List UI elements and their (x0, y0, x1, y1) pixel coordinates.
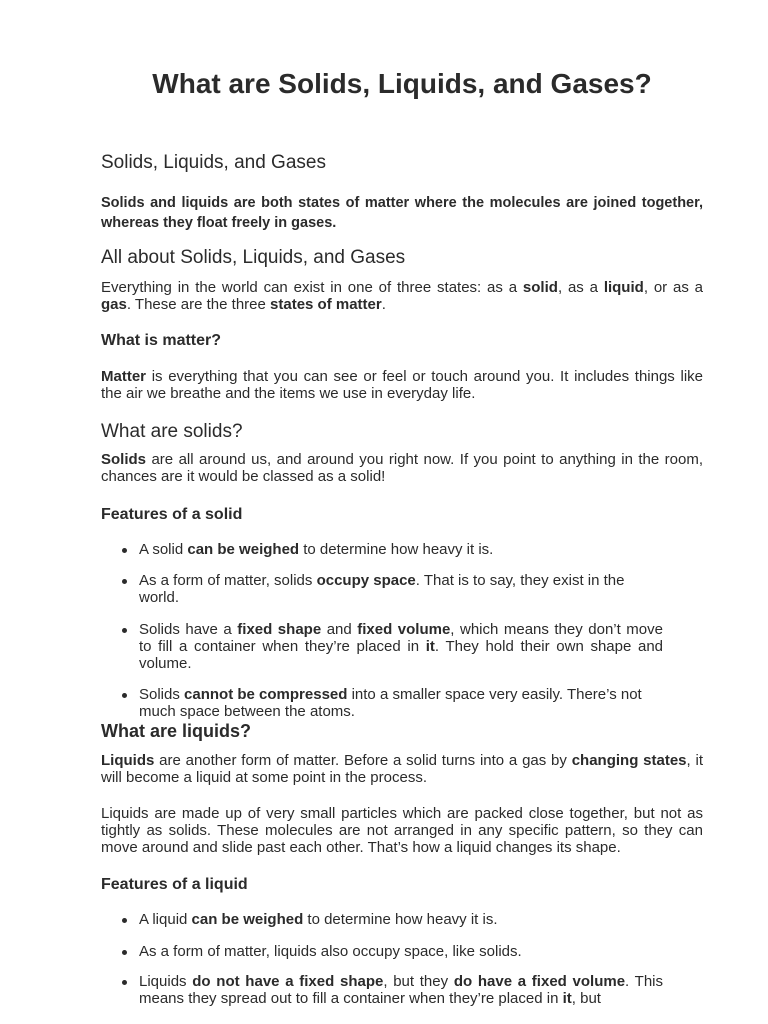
heading-what-is-matter: What is matter? (101, 332, 222, 349)
list-item: A liquid can be weighed to determine how heavy it is. (101, 911, 663, 928)
matter-paragraph: Matter is everything that you can see or feel or touch around you. It includes things like the air we breathe and the items we use in everyday life. (101, 368, 703, 402)
liquids-paragraph: Liquids are another form of matter. Before a solid turns into a gas by changing states, it will become a liquid at some point in the process. (101, 752, 703, 786)
heading-features-of-solid: Features of a solid (101, 506, 243, 523)
list-item: As a form of matter, liquids also occupy space, like solids. (101, 943, 663, 960)
section-heading-all-about: All about Solids, Liquids, and Gases (101, 247, 406, 268)
list-item: Solids cannot be compressed into a smaller space very easily. There’s not much space between the atoms. (101, 686, 663, 720)
list-item: As a form of matter, solids occupy space. That is to say, they exist in the world. (101, 572, 639, 606)
solids-paragraph: Solids are all around us, and around you right now. If you point to anything in the room, chances are it would be classed as a solid! (101, 451, 703, 485)
intro-paragraph: Solids and liquids are both states of matter where the molecules are joined together, whereas they float freely in gases. (101, 195, 703, 231)
page-title: What are Solids, Liquids, and Gases? (152, 68, 652, 99)
liquids-particles-paragraph: Liquids are made up of very small particles which are packed close together, but not as tightly as solids. These molecules are not arranged in any specific pattern, so they can move around and slide past each other. That’s how a liquid changes its shape. (101, 805, 703, 856)
section-heading-solids-liquids-gases: Solids, Liquids, and Gases (101, 152, 326, 173)
heading-what-are-liquids: What are liquids? (101, 721, 252, 741)
list-item: A solid can be weighed to determine how heavy it is. (101, 541, 701, 558)
list-item: Solids have a fixed shape and fixed volume, which means they don’t move to fill a container when they’re placed in it. They hold their own shape and volume. (101, 621, 663, 672)
list-item: Liquids do not have a fixed shape, but they do have a fixed volume. This means they spread out to fill a container when they’re placed in it, but (101, 973, 663, 1007)
states-paragraph: Everything in the world can exist in one of three states: as a solid, as a liquid, or as a gas. These are the three states of matter. (101, 279, 704, 313)
heading-features-of-liquid: Features of a liquid (101, 876, 248, 893)
heading-what-are-solids: What are solids? (101, 421, 243, 442)
